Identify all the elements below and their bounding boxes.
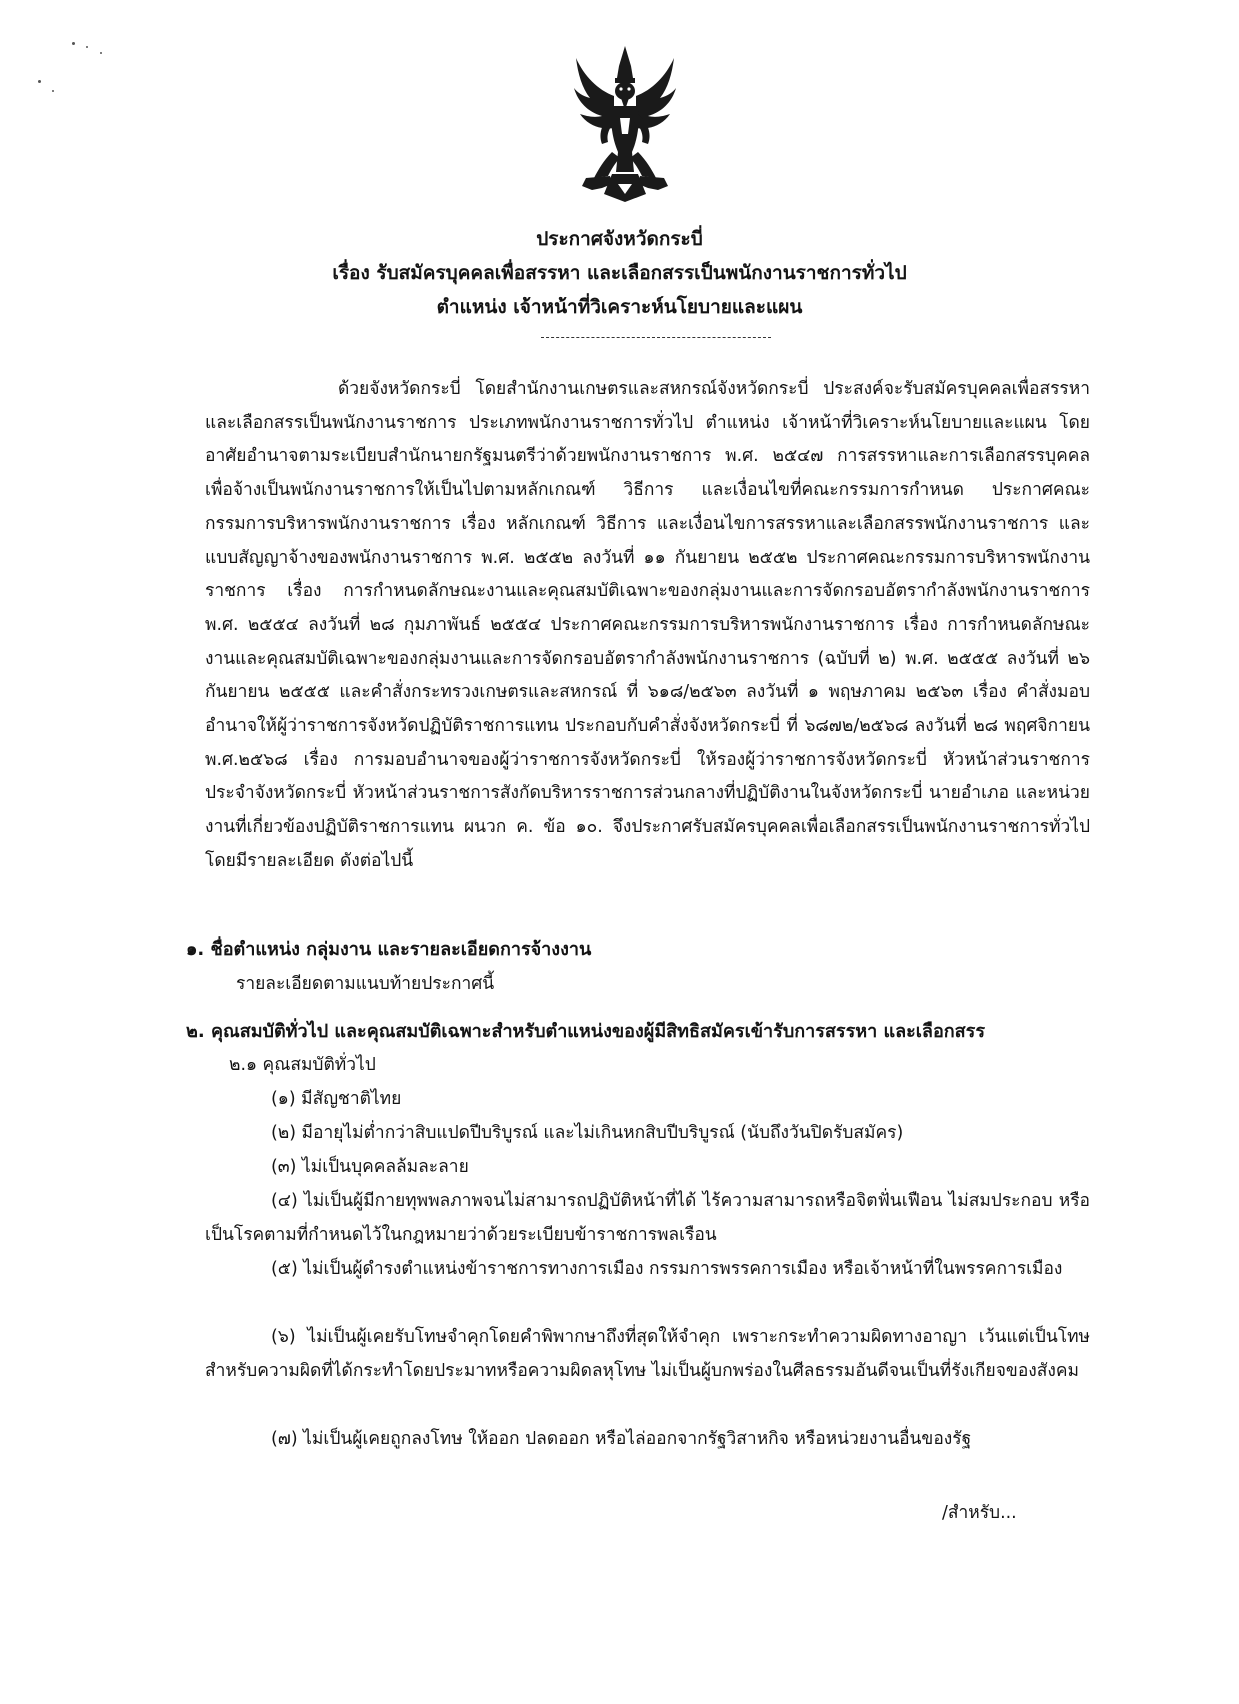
section2-subheading: ๒.๑ คุณสมบัติทั่วไป [229,1055,376,1075]
scan-speck [52,90,54,92]
garuda-emblem-icon [572,44,678,204]
dashed-divider [541,337,771,338]
qualification-item: (๔) ไม่เป็นผู้มีกายทุพพลภาพจนไม่สามารถปฏิบัติหน้าที่ได้ ไร้ความสามารถหรือจิตฟั่นเฟือน ไม่สมประกอบ หรือเป็นโรคตามที่กำหนดไว้ในกฎหมายว่าด้วยระเบียบข้าราชการพลเรือน [205,1191,1090,1245]
intro-section [205,373,1090,879]
qualification-item: (๗) ไม่เป็นผู้เคยถูกลงโทษ ให้ออก ปลดออก หรือไล่ออกจากรัฐวิสาหกิจ หรือหน่วยงานอื่นของรัฐ [271,1429,972,1449]
announcement-subject: เรื่อง รับสมัครบุคคลเพื่อสรรหา และเลือกสรรเป็นพนักงานราชการทั่วไป [332,262,907,284]
intro-paragraph: ด้วยจังหวัดกระบี่ โดยสำนักงานเกษตรและสหกรณ์จังหวัดกระบี่ ประสงค์จะรับสมัครบุคคลเพื่อสรรหาและเลือกสรรเป็นพนักงานราชการ ประเภทพนักงานราชการทั่วไป ตำแหน่ง เจ้าหน้าที่วิเคราะห์นโยบายและแผน โดยอาศัยอำนาจตามระเบียบสำนักนายกรัฐมนตรีว่าด้วยพนักงานราชการ พ.ศ. ๒๕๔๗ การสรรหาและการเลือกสรรบุคคลเพื่อจ้างเป็นพนักงานราชการให้เป็นไปตามหลักเกณฑ์ วิธีการ และเงื่อนไขที่คณะกรรมการกำหนด ประกาศคณะกรรมการบริหารพนักงานราชการ เรื่อง หลักเกณฑ์ วิธีการ และเงื่อนไขการสรรหาและเลือกสรรพนักงานราชการ และแบบสัญญาจ้างของพนักงานราชการ พ.ศ. ๒๕๕๒ ลงวันที่ ๑๑ กันยายน ๒๕๕๒ ประกาศคณะกรรมการบริหารพนักงานราชการ เรื่อง การกำหนดลักษณะงานและคุณสมบัติเฉพาะของกลุ่มงานและการจัดกรอบอัตรากำลังพนักงานราชการ พ.ศ. ๒๕๕๔ ลงวันที่ ๒๘ กุมภาพันธ์ ๒๕๕๔ ประกาศคณะกรรมการบริหารพนักงานราชการ เรื่อง การกำหนดลักษณะงานและคุณสมบัติเฉพาะของกลุ่มงานและการจัดกรอบอัตรากำลังพนักงานราชการ (ฉบับที่ ๒) พ.ศ. ๒๕๕๕ ลงวันที่ ๒๖ กันยายน ๒๕๕๕ และคำสั่งกระทรวงเกษตรและสหกรณ์ ที่ ๖๑๘/๒๕๖๓ ลงวันที่ ๑ พฤษภาคม ๒๕๖๓ เรื่อง คำสั่งมอบอำนาจให้ผู้ว่าราชการจังหวัดปฏิบัติราชการแทน ประกอบกับคำสั่งจังหวัดกระบี่ ที่ ๖๘๗๒/๒๕๖๘ ลงวันที่ ๒๘ พฤศจิกายน พ.ศ.๒๕๖๘ เรื่อง การมอบอำนาจของผู้ว่าราชการจังหวัดกระบี่ ให้รองผู้ว่าราชการจังหวัดกระบี่ หัวหน้าส่วนราชการประจำจังหวัดกระบี่ หัวหน้าส่วนราชการสังกัดบริหารราชการส่วนกลางที่ปฏิบัติงานในจังหวัดกระบี่ นายอำเภอ และหน่วยงานที่เกี่ยวข้องปฏิบัติราชการแทน ผนวก ค. ข้อ ๑๐. จึงประกาศรับสมัครบุคคลเพื่อเลือกสรรเป็นพนักงานราชการทั่วไป โดยมีรายละเอียด ดังต่อไปนี้ [205,379,1091,871]
section1-detail: รายละเอียดตามแนบท้ายประกาศนี้ [236,974,495,994]
qualification-item: (๕) ไม่เป็นผู้ดำรงตำแหน่งข้าราชการทางการเมือง กรรมการพรรคการเมือง หรือเจ้าหน้าที่ในพรรคการเมือง [271,1259,1063,1279]
section1-heading: ๑. ชื่อตำแหน่ง กลุ่มงาน และรายละเอียดการจ้างงาน [186,939,592,960]
continued-marker: /สำหรับ... [942,1503,1017,1523]
scan-speck [72,42,75,45]
scan-speck [86,46,88,48]
scan-speck [100,52,102,54]
announcement-position: ตำแหน่ง เจ้าหน้าที่วิเคราะห์นโยบายและแผน [436,296,803,318]
qualification-item: (๒) มีอายุไม่ต่ำกว่าสิบแปดปีบริบูรณ์ และไม่เกินหกสิบปีบริบูรณ์ (นับถึงวันปิดรับสมัคร) [271,1123,904,1143]
qualification-item: (๑) มีสัญชาติไทย [271,1089,402,1109]
qualification-item: (๓) ไม่เป็นบุคคลล้มละลาย [271,1157,469,1177]
section2-heading: ๒. คุณสมบัติทั่วไป และคุณสมบัติเฉพาะสำหรับตำแหน่งของผู้มีสิทธิสมัครเข้ารับการสรรหา และเลือกสรร [186,1021,985,1042]
scan-speck [38,80,41,83]
announcement-title: ประกาศจังหวัดกระบี่ [536,228,703,250]
qualification-item: (๖) ไม่เป็นผู้เคยรับโทษจำคุกโดยคำพิพากษาถึงที่สุดให้จำคุก เพราะกระทำความผิดทางอาญา เว้นแต่เป็นโทษสำหรับความผิดที่ได้กระทำโดยประมาทหรือความผิดลหุโทษ ไม่เป็นผู้บกพร่องในศีลธรรมอันดีจนเป็นที่รังเกียจของสังคม [205,1327,1090,1381]
